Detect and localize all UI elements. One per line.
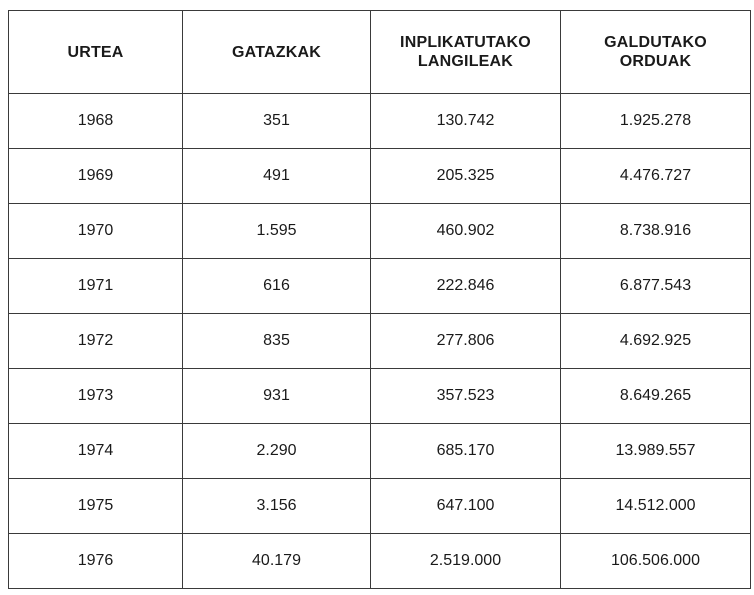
cell-year: 1970: [9, 204, 183, 259]
cell-hours: 1.925.278: [561, 94, 751, 149]
cell-year: 1968: [9, 94, 183, 149]
cell-year: 1975: [9, 479, 183, 534]
table-row: [9, 534, 751, 589]
cell-hours: 4.476.727: [561, 149, 751, 204]
cell-workers: 205.325: [371, 149, 561, 204]
cell-conflicts: 835: [183, 314, 371, 369]
cell-year: 1974: [9, 424, 183, 479]
cell-workers: 685.170: [371, 424, 561, 479]
table-row: [9, 204, 751, 259]
cell-workers: 130.742: [371, 94, 561, 149]
cell-hours: 14.512.000: [561, 479, 751, 534]
cell-conflicts: 616: [183, 259, 371, 314]
column-header-workers-involved: INPLIKATUTAKO LANGILEAK: [371, 11, 561, 94]
cell-conflicts: 351: [183, 94, 371, 149]
cell-workers: 2.519.000: [371, 534, 561, 589]
cell-workers: 647.100: [371, 479, 561, 534]
cell-year: 1972: [9, 314, 183, 369]
cell-conflicts: 3.156: [183, 479, 371, 534]
cell-year: 1969: [9, 149, 183, 204]
cell-workers: 277.806: [371, 314, 561, 369]
table-row: [9, 94, 751, 149]
cell-year: 1976: [9, 534, 183, 589]
cell-conflicts: 931: [183, 369, 371, 424]
cell-hours: 106.506.000: [561, 534, 751, 589]
cell-conflicts: 1.595: [183, 204, 371, 259]
cell-hours: 13.989.557: [561, 424, 751, 479]
cell-workers: 460.902: [371, 204, 561, 259]
strikes-table: [8, 10, 751, 589]
column-header-hours-lost: GALDUTAKO ORDUAK: [561, 11, 751, 94]
cell-hours: 4.692.925: [561, 314, 751, 369]
cell-hours: 8.738.916: [561, 204, 751, 259]
table-row: [9, 369, 751, 424]
cell-hours: 8.649.265: [561, 369, 751, 424]
cell-workers: 357.523: [371, 369, 561, 424]
cell-year: 1971: [9, 259, 183, 314]
table-header-row: [9, 11, 751, 94]
cell-year: 1973: [9, 369, 183, 424]
cell-conflicts: 40.179: [183, 534, 371, 589]
table-row: [9, 479, 751, 534]
cell-workers: 222.846: [371, 259, 561, 314]
table-row: [9, 259, 751, 314]
table-row: [9, 149, 751, 204]
table-row: [9, 314, 751, 369]
data-table-container: [8, 10, 750, 589]
cell-conflicts: 2.290: [183, 424, 371, 479]
column-header-conflicts: GATAZKAK: [183, 11, 371, 94]
cell-conflicts: 491: [183, 149, 371, 204]
column-header-year: URTEA: [9, 11, 183, 94]
cell-hours: 6.877.543: [561, 259, 751, 314]
table-row: [9, 424, 751, 479]
